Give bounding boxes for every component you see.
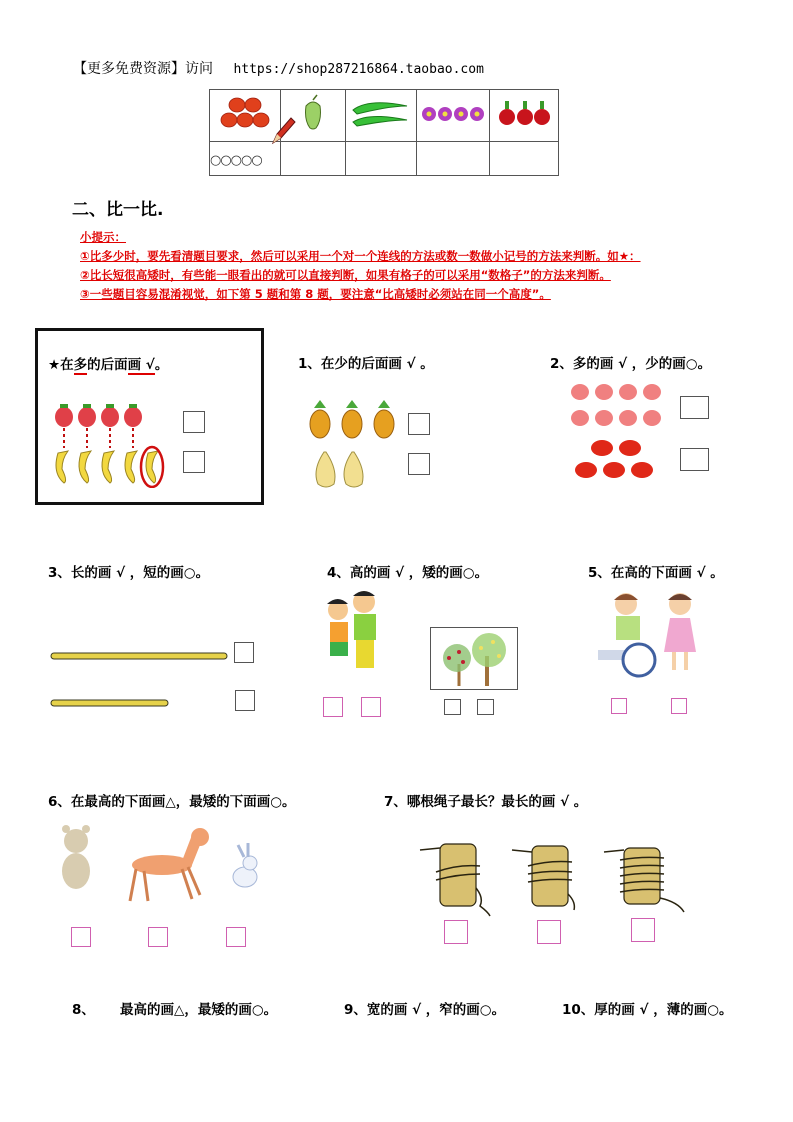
question-8-title: 最高的画△，最矮的画○。 <box>120 1002 278 1018</box>
tips-title: 小提示： <box>80 230 126 244</box>
trees-picture <box>430 627 518 690</box>
tips-block <box>80 228 641 304</box>
answer-box-deer[interactable] <box>148 927 168 947</box>
answer-box-rope-1[interactable] <box>444 920 468 944</box>
pepper-icon <box>298 94 328 134</box>
answer-box-pears[interactable] <box>408 453 430 475</box>
section-title: 二、比一比. <box>72 200 164 220</box>
flowers-cell <box>417 90 490 142</box>
pepper-tally-cell[interactable] <box>281 142 346 176</box>
shop-url-link[interactable]: https://shop287216864.taobao.com <box>233 62 484 77</box>
answer-box-rabbit[interactable] <box>226 927 246 947</box>
tip-line-2: ②比长短很高矮时，有些能一眼看出的就可以直接判断，如果有格子的可以采用“数格子”的方法来判断。 <box>80 268 611 282</box>
answer-box-wheelchair-boy[interactable] <box>611 698 627 714</box>
question-5-title: 5、在高的下面画 √ 。 <box>588 565 724 581</box>
vegetable-count-table <box>209 89 559 176</box>
question-4-title: 4、高的画 √ ，矮的画○。 <box>327 565 489 581</box>
cucumbers-tally-cell[interactable] <box>346 142 417 176</box>
question-1-title: 1、在少的后面画 √ 。 <box>298 356 434 372</box>
answer-box-bananas[interactable] <box>183 451 205 473</box>
question-3-title: 3、长的画 √ ，短的画○。 <box>48 565 210 581</box>
pineapples-pears-icon <box>306 400 401 490</box>
peaches-apples-icon <box>568 380 668 485</box>
answer-box-tall-tree[interactable] <box>477 699 494 715</box>
answer-box-standing-girl[interactable] <box>671 698 687 714</box>
flowers-icon <box>419 102 487 126</box>
cucumbers-icon <box>349 98 413 130</box>
cucumbers-cell <box>346 90 417 142</box>
promo-text: 【更多免费资源】访问 <box>73 61 213 77</box>
tip-line-3: ③一些题目容易混淆视觉，如下第 5 题和第 8 题，要注意“比高矮时必须站在同一个高度”。 <box>80 287 551 301</box>
answer-box-short-boy[interactable] <box>323 697 343 717</box>
tomatoes-icon <box>215 92 275 136</box>
tally-circles: ○○○○○ <box>210 153 262 168</box>
question-8-number: 8、 <box>72 1002 95 1018</box>
answer-box-peaches[interactable] <box>680 396 709 419</box>
answer-box-short-rope[interactable] <box>235 690 255 711</box>
promo-header <box>73 58 484 78</box>
wound-ropes-cylinders-icon <box>418 838 698 918</box>
question-9-title: 9、宽的画 √ ，窄的画○。 <box>344 1002 506 1018</box>
bear-deer-rabbit-icon <box>52 815 272 910</box>
tip-line-1: ①比多少时，要先看清题目要求，然后可以采用一个对一个连线的方法或数一数做小记号的方法来判断。如★： <box>80 249 641 263</box>
answer-box-rope-2[interactable] <box>537 920 561 944</box>
answer-box-long-rope[interactable] <box>234 642 254 663</box>
answer-box-strawberries[interactable] <box>183 411 205 433</box>
flowers-tally-cell[interactable] <box>417 142 490 176</box>
answer-box-rope-3[interactable] <box>631 918 655 942</box>
answer-box-pineapples[interactable] <box>408 413 430 435</box>
question-10-title: 10、厚的画 √ ，薄的画○。 <box>562 1002 733 1018</box>
answer-box-tall-boy[interactable] <box>361 697 381 717</box>
ropes-icon <box>50 650 230 712</box>
answer-box-bear[interactable] <box>71 927 91 947</box>
pencil-icon <box>270 116 296 146</box>
question-7-title: 7、哪根绳子最长？最长的画 √ 。 <box>384 794 588 810</box>
answer-box-apples[interactable] <box>680 448 709 471</box>
answer-box-short-tree[interactable] <box>444 699 461 715</box>
tomatoes-tally-cell[interactable] <box>210 142 281 176</box>
radishes-icon <box>495 97 553 131</box>
strawberries-bananas-icon <box>52 403 167 488</box>
question-6-title: 6、在最高的下面画△，最矮的下面画○。 <box>48 794 296 810</box>
example-title: ★在多的后面画 √。 <box>48 357 169 373</box>
two-trees-icon <box>431 628 517 689</box>
example-frame <box>35 328 264 505</box>
radishes-cell <box>490 90 559 142</box>
two-boys-icon <box>322 588 384 680</box>
wheelchair-kids-icon <box>594 590 704 690</box>
question-2-title: 2、多的画 √ ，少的画○。 <box>550 356 712 372</box>
radishes-tally-cell[interactable] <box>490 142 559 176</box>
